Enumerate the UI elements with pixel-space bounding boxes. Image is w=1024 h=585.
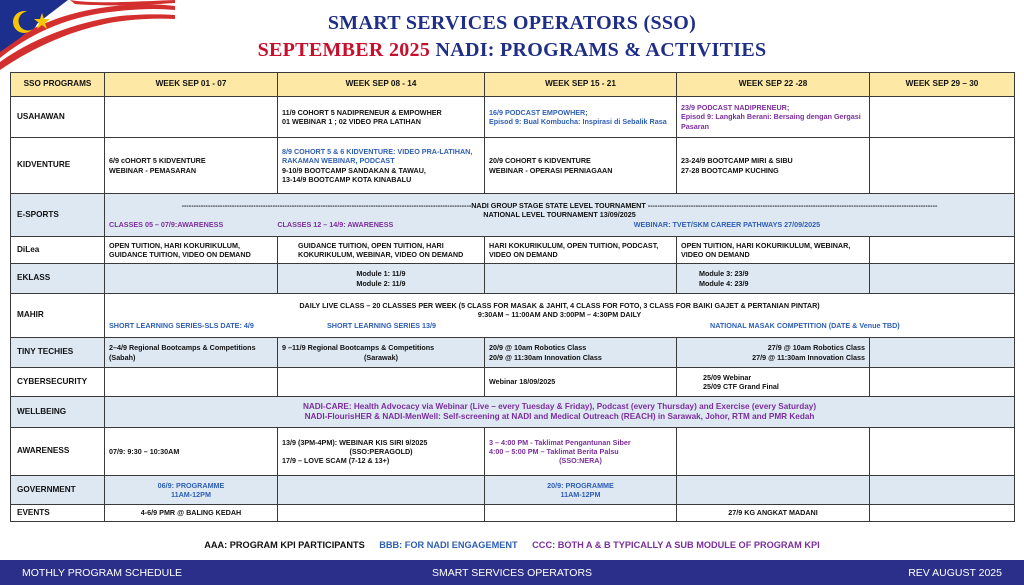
dilea-week-4: OPEN TUITION, HARI KOKURIKULUM, WEBINAR, VIDEO ON DEMAND (677, 237, 870, 264)
cell-text: 06/9: PROGRAMME (157, 480, 225, 490)
subtitle-program: NADI: PROGRAMS & ACTIVITIES (435, 39, 767, 61)
cell-text: 20/9: PROGRAMME (547, 480, 614, 490)
awareness-week-2 (278, 428, 485, 476)
cell-text: 16/9 PODCAST EMPOWHER; (489, 107, 588, 117)
cell-text: 11AM-12PM (560, 490, 601, 499)
dilea-week-1: OPEN TUITION, HARI KOKURIKULUM, GUIDANCE TUITION, VIDEO ON DEMAND (105, 237, 278, 264)
subtitle-month: SEPTEMBER 2025 (257, 39, 431, 61)
row-label-government: GOVERNMENT (11, 476, 105, 505)
row-awareness (11, 428, 1015, 476)
awareness-week-3 (485, 428, 677, 476)
eklass-week-5 (870, 264, 1015, 294)
row-tiny-techies (11, 338, 1015, 368)
cybersecurity-week-5 (870, 368, 1015, 397)
cell-text: -------------------------------------------------------------------------------------------------------------------------NADI GROUP STAGE STATE LEVEL TOURNAMENT ------------------------------------------------------------------------------------------------------------------------- (181, 200, 938, 210)
awareness-week-4 (677, 428, 870, 476)
cell-text: 17/9 – LOVE SCAM (7-12 & 13+) (282, 456, 390, 466)
cell-text: SHORT LEARNING SERIES 13/9 (327, 320, 437, 330)
row-label-kidventure: KIDVENTURE (11, 138, 105, 194)
cell-text: CLASSES 05 – 07/9:AWARENESS (109, 220, 224, 230)
eklass-week-3 (485, 264, 677, 294)
tinytechies-week-5 (870, 338, 1015, 368)
row-government (11, 476, 1015, 505)
row-label-awareness: AWARENESS (11, 428, 105, 476)
tinytechies-week-3 (485, 338, 677, 368)
kidventure-week-2 (278, 138, 485, 194)
cell-text: Episod 9: Langkah Berani: Bersaing dengan Gergasi Pasaran (681, 112, 861, 131)
row-cybersecurity (11, 368, 1015, 397)
events-week-4: 27/9 KG ANGKAT MADANI (677, 505, 870, 522)
mahir-all-weeks (105, 294, 1015, 338)
row-esports (11, 194, 1015, 237)
row-eklass (11, 264, 1015, 294)
cell-text: Module 4: 23/9 (699, 278, 749, 288)
row-wellbeing (11, 397, 1015, 428)
cell-text: 20/9 @ 11:30am Innovation Class (489, 352, 602, 362)
row-label-wellbeing: WELLBEING (11, 397, 105, 428)
cell-text: Episod 9: Bual Kombucha: Inspirasi di Sebalik Rasa (489, 117, 667, 126)
cell-text: 3 – 4:00 PM - Taklimat Pengantunan Siber (489, 437, 631, 447)
cell-text: 27/9 @ 11:30am Innovation Class (752, 352, 865, 362)
cybersecurity-week-1 (105, 368, 278, 397)
cell-text: Module 3: 23/9 (699, 269, 749, 279)
row-usahawan (11, 97, 1015, 138)
eklass-week-2 (278, 264, 485, 294)
cell-text: 23-24/9 BOOTCAMP MIRI & SIBU (681, 156, 793, 166)
header-week-1: WEEK SEP 01 - 07 (105, 73, 278, 97)
cell-text: 9-10/9 BOOTCAMP SANDAKAN & TAWAU, (282, 165, 426, 175)
cell-text: NADI-FlourisHER & NADI-MenWell: Self-screening at NADI and Medical Outreach (REACH) in Sarawak, Johor, RTM and PMR Kedah (304, 412, 815, 421)
cell-text: (Sarawak) (364, 352, 398, 362)
row-label-dilea: DiLea (11, 237, 105, 264)
usahawan-week-1 (105, 97, 278, 138)
usahawan-week-5 (870, 97, 1015, 138)
page-subtitle (0, 39, 1024, 62)
header-week-2: WEEK SEP 08 - 14 (278, 73, 485, 97)
dilea-week-2: GUIDANCE TUITION, OPEN TUITION, HARI KOKURIKULUM, WEBINAR, VIDEO ON DEMAND (278, 237, 485, 264)
cell-text: 13-14/9 BOOTCAMP KOTA KINABALU (282, 174, 412, 184)
row-events (11, 505, 1015, 522)
cell-text: Module 1: 11/9 (356, 269, 406, 279)
usahawan-week-4 (677, 97, 870, 138)
row-label-mahir: MAHIR (11, 294, 105, 338)
cell-text: DAILY LIVE CLASS – 20 CLASSES PER WEEK (5 CLASS FOR MASAK & JAHIT, 4 CLASS FOR FOTO, 3 CLASS FOR BAIKI GAJET & PERTANIAN PINTAR) (299, 301, 820, 311)
program-schedule-table (10, 72, 1015, 522)
row-label-tiny-techies: TINY TECHIES (11, 338, 105, 368)
eklass-week-4 (677, 264, 870, 294)
footer-left: MOTHLY PROGRAM SCHEDULE (22, 566, 183, 579)
page-title: SMART SERVICES OPERATORS (SSO) (327, 12, 697, 34)
government-week-2 (278, 476, 485, 505)
legend-bbb: BBB: FOR NADI ENGAGEMENT (379, 540, 518, 550)
footer-bar (0, 560, 1024, 585)
government-week-4 (677, 476, 870, 505)
tinytechies-week-4 (677, 338, 870, 368)
header-week-4: WEEK SEP 22 -28 (677, 73, 870, 97)
events-week-1: 4-6/9 PMR @ BALING KEDAH (105, 505, 278, 522)
header-week-3: WEEK SEP 15 - 21 (485, 73, 677, 97)
row-label-usahawan: USAHAWAN (11, 97, 105, 138)
cell-text: Module 2: 11/9 (356, 278, 406, 288)
cell-text: 01 WEBINAR 1 ; 02 VIDEO PRA LATIHAN (282, 117, 421, 126)
cell-text: NATIONAL LEVEL TOURNAMENT 13/09/2025 (483, 209, 636, 219)
cell-text: 13/9 (3PM-4PM): WEBINAR KIS SIRI 9/2025 (282, 437, 428, 447)
row-label-cybersecurity: CYBERSECURITY (11, 368, 105, 397)
cell-text: 11AM-12PM (171, 490, 211, 499)
row-kidventure (11, 138, 1015, 194)
row-mahir (11, 294, 1015, 338)
footer-center: SMART SERVICES OPERATORS (431, 566, 593, 579)
legend (0, 540, 1024, 550)
cell-text: 25/09 CTF Grand Final (703, 382, 779, 391)
cell-text: (SSO:NERA) (559, 456, 602, 466)
kidventure-week-1 (105, 138, 278, 194)
awareness-week-5 (870, 428, 1015, 476)
dilea-week-5 (870, 237, 1015, 264)
events-week-3 (485, 505, 677, 522)
government-week-5 (870, 476, 1015, 505)
row-dilea (11, 237, 1015, 264)
cell-text: WEBINAR - OPERASI PERNIAGAAN (489, 165, 613, 175)
usahawan-week-2 (278, 97, 485, 138)
cell-text: 27/9 @ 10am Robotics Class (767, 343, 865, 353)
government-week-3 (485, 476, 677, 505)
cell-text: WEBINAR - PEMASARAN (109, 165, 197, 175)
header-week-5: WEEK SEP 29 – 30 (870, 73, 1015, 97)
cybersecurity-week-4 (677, 368, 870, 397)
row-label-esports: E-SPORTS (11, 194, 105, 237)
table-header-row (11, 73, 1015, 97)
cell-text: 8/9 COHORT 5 & 6 KIDVENTURE: VIDEO PRA-LATIHAN, RAKAMAN WEBINAR, PODCAST (282, 147, 473, 166)
legend-ccc: CCC: BOTH A & B TYPICALLY A SUB MODULE OF PROGRAM KPI (532, 540, 820, 550)
cell-text: 20/9 COHORT 6 KIDVENTURE (489, 156, 591, 166)
cell-text: 27-28 BOOTCAMP KUCHING (681, 165, 779, 175)
esports-all-weeks (105, 194, 1015, 237)
tinytechies-week-2 (278, 338, 485, 368)
row-label-eklass: EKLASS (11, 264, 105, 294)
legend-aaa: AAA: PROGRAM KPI PARTICIPANTS (204, 540, 365, 550)
dilea-week-3: HARI KOKURIKULUM, OPEN TUITION, PODCAST, VIDEO ON DEMAND (485, 237, 677, 264)
cell-text: 11/9 COHORT 5 NADIPRENEUR & EMPOWHER (282, 107, 442, 117)
cell-text: SHORT LEARNING SERIES-SLS DATE: 4/9 (109, 320, 254, 330)
cell-text: WEBINAR: TVET/SKM CAREER PATHWAYS 27/09/2025 (633, 220, 821, 230)
events-week-5 (870, 505, 1015, 522)
cybersecurity-week-3: Webinar 18/09/2025 (485, 368, 677, 397)
cell-text: NADI-CARE: Health Advocacy via Webinar (Live – every Tuesday & Friday), Podcast (every Thursday) and Exercise (every Saturday) (302, 401, 817, 411)
cell-text: 4:00 – 5:00 PM – Taklimat Berita Palsu (489, 446, 619, 456)
cell-text: CLASSES 12 – 14/9: AWARENESS (277, 220, 394, 230)
cell-text: 23/9 PODCAST NADIPRENEUR; (681, 103, 790, 113)
cell-text: 9:30AM – 11:00AM AND 3:00PM – 4:30PM DAILY (477, 310, 642, 320)
row-label-events: EVENTS (11, 505, 105, 522)
government-week-1 (105, 476, 278, 505)
usahawan-week-3 (485, 97, 677, 138)
cell-text: 20/9 @ 10am Robotics Class (489, 343, 587, 353)
tinytechies-week-1: 2–4/9 Regional Bootcamps & Competitions (Sabah) (105, 338, 278, 368)
cell-text: 6/9 cOHORT 5 KIDVENTURE (109, 156, 206, 166)
cell-text: 25/09 Webinar (703, 372, 752, 382)
kidventure-week-4 (677, 138, 870, 194)
header-sso-programs: SSO PROGRAMS (11, 73, 105, 97)
awareness-week-1: 07/9: 9:30 – 10:30AM (105, 428, 278, 476)
footer-right: REV AUGUST 2025 (908, 566, 1002, 579)
events-week-2 (278, 505, 485, 522)
cell-text: 9 –11/9 Regional Bootcamps & Competitions (282, 343, 435, 353)
kidventure-week-3 (485, 138, 677, 194)
eklass-week-1 (105, 264, 278, 294)
cell-text: NATIONAL MASAK COMPETITION (DATE & Venue TBD) (710, 320, 900, 330)
cybersecurity-week-2 (278, 368, 485, 397)
cell-text: (SSO:PERAGOLD) (349, 446, 413, 456)
kidventure-week-5 (870, 138, 1015, 194)
wellbeing-all-weeks (105, 397, 1015, 428)
